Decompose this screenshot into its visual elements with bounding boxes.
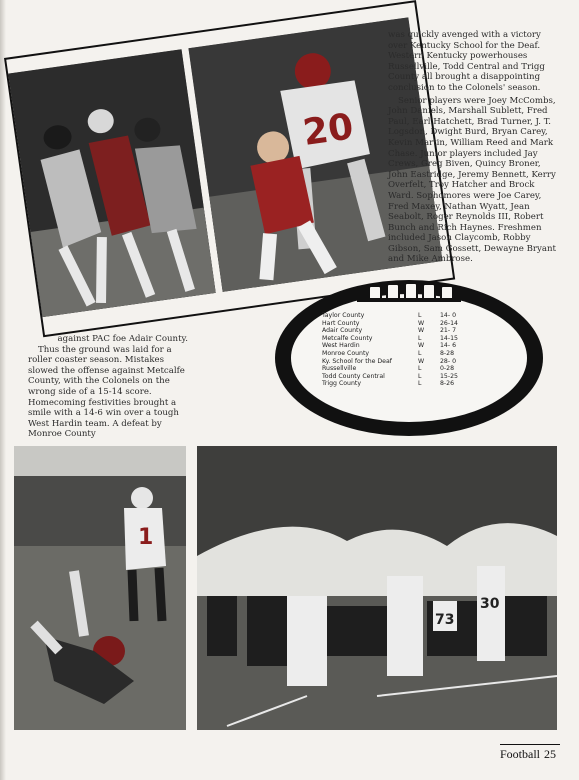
score-row bbox=[322, 342, 482, 350]
page-number: 25 bbox=[544, 747, 557, 761]
score-result: L bbox=[418, 349, 422, 357]
article-right-column bbox=[388, 30, 556, 267]
score-team: Russellville bbox=[322, 365, 357, 373]
article-lead-fragment: against PAC foe Adair County. bbox=[57, 334, 188, 344]
score-result: L bbox=[418, 372, 422, 380]
score-team: Todd County Central bbox=[322, 372, 385, 380]
score-result: W bbox=[418, 342, 425, 350]
score-row bbox=[322, 358, 482, 366]
score-result: L bbox=[418, 365, 422, 373]
score-score: 28- 0 bbox=[440, 357, 457, 365]
page-footer bbox=[500, 744, 560, 762]
score-result: W bbox=[418, 327, 425, 335]
season-scores-table bbox=[322, 312, 482, 388]
svg-text:73: 73 bbox=[435, 612, 455, 628]
score-result: L bbox=[418, 334, 422, 342]
score-team: Metcalfe County bbox=[322, 334, 373, 342]
score-result: L bbox=[418, 380, 422, 388]
score-score: 14- 0 bbox=[440, 312, 457, 319]
score-row bbox=[322, 365, 482, 373]
photo-game-pileup bbox=[8, 49, 216, 317]
score-team: Ky. School for the Deaf bbox=[322, 357, 392, 365]
score-team: Trigg County bbox=[322, 380, 361, 388]
svg-text:20: 20 bbox=[300, 106, 356, 154]
svg-text:30: 30 bbox=[480, 596, 500, 612]
score-team: West Hardin bbox=[322, 342, 360, 350]
score-row bbox=[322, 320, 482, 328]
article-paragraph-1: was quickly avenged with a victory over Kentucky School for the Deaf. Western Kentucky powerhouses Russellville, Todd Central and Trigg County all brought a disappointing conclusion to the Colonels' season. bbox=[388, 30, 545, 93]
score-row bbox=[322, 312, 482, 320]
svg-text:1: 1 bbox=[138, 525, 154, 550]
score-row bbox=[322, 373, 482, 381]
score-score: 15-25 bbox=[440, 372, 458, 380]
score-team: Monroe County bbox=[322, 349, 370, 357]
score-score: 8-26 bbox=[440, 380, 455, 388]
score-row bbox=[322, 327, 482, 335]
score-team: Adair County bbox=[322, 327, 363, 335]
score-row bbox=[322, 335, 482, 343]
score-score: 0-28 bbox=[440, 365, 455, 373]
photo-player-number-1 bbox=[14, 446, 186, 730]
score-result: W bbox=[418, 319, 425, 327]
score-result: L bbox=[418, 312, 422, 319]
score-score: 21- 7 bbox=[440, 327, 457, 335]
footer-section: Football bbox=[500, 747, 541, 761]
score-team: Hart County bbox=[322, 319, 360, 327]
score-row bbox=[322, 380, 482, 388]
score-score: 8-28 bbox=[440, 349, 455, 357]
score-score: 14- 6 bbox=[440, 342, 457, 350]
photo-team-huddle bbox=[197, 446, 557, 730]
page-spine-shadow bbox=[0, 0, 6, 780]
score-team: Taylor County bbox=[322, 312, 365, 319]
article-paragraph-2: Senior players were Joey McCombs, John Daniels, Marshall Sublett, Fred Paul, Earl Hatchett, Brad Turner, J. T. Logsdon, Dwight Burd, Bryan Carey, Kevin Martin, William Reed and Mark Chase. Junior players included Jay Crews, Greg Biven, Quincy Broner, John Eastridge, Jeremy Bennett, Kerry Overfelt, Troy Hatcher and Brock Ward. Sophomores were Joe Carey, Fred Maxey, Nathan Wyatt, Jean Seabolt, Roger Reynolds III, Robert Bunch and Rich Haynes. Freshmen included Jason Claycomb, Robby Gibson, Sam Gossett, Dewayne Bryant and Mike Ambrose. bbox=[388, 95, 556, 265]
score-score: 26-14 bbox=[440, 319, 458, 327]
score-row bbox=[322, 350, 482, 358]
article-left-paragraph: Thus the ground was laid for a roller coaster season. Mistakes slowed the offense against Metcalfe County, with the Colonels on the wrong side of a 15-14 score. Homecoming festivities brought a smile with a 14-6 win over a tough West Hardin team. A defeat by Monroe County bbox=[28, 344, 185, 440]
article-left-column bbox=[28, 334, 188, 440]
score-result: W bbox=[418, 357, 425, 365]
score-score: 14-15 bbox=[440, 334, 458, 342]
